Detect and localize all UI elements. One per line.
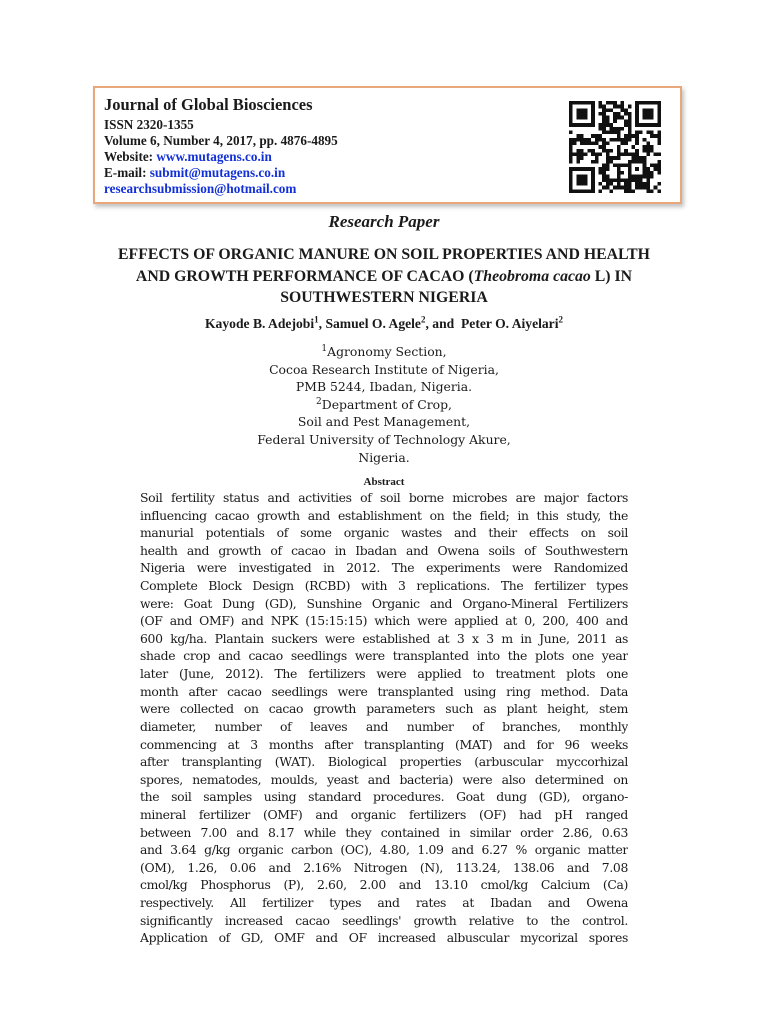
abstract-line: and 3.64 g/kg organic carbon (OC), 4.80, 1.09 and 6.27 % organic matter	[140, 842, 628, 858]
journal-email	[104, 165, 338, 181]
paper-type: Research Paper	[328, 212, 440, 231]
abstract-line: later (June, 2012). The fertilizers were applied to treatment plots one	[140, 666, 628, 682]
qr-code-icon	[569, 101, 661, 193]
species-name: Theobroma cacao	[473, 267, 591, 285]
abstract-line: influencing cacao growth and establishment on the field; in this study, the	[140, 507, 628, 523]
abstract-line: the soil samples using standard procedures. Goat dung (GD), organo-	[140, 789, 628, 805]
title-line-3: SOUTHWESTERN NIGERIA	[280, 289, 488, 306]
abstract-line: after transplanting (WAT). Biological properties (arbuscular myccorhizal	[140, 754, 628, 770]
paper-title	[100, 244, 668, 309]
title-line-1: EFFECTS OF ORGANIC MANURE ON SOIL PROPERTIES AND HEALTH	[118, 246, 650, 263]
title-line-2a: AND GROWTH PERFORMANCE OF CACAO (	[135, 267, 474, 285]
website-link[interactable]: www.mutagens.co.in	[156, 149, 272, 164]
affiliation-line: Soil and Pest Management,	[297, 414, 471, 430]
abstract-line: cmol/kg Phosphorus (P), 2.60, 2.00 and 13.10 cmol/kg Calcium (Ca)	[140, 877, 628, 893]
abstract-line: shade crop and cacao seedlings were transplanted into the plots one year	[140, 648, 628, 664]
author-list	[0, 314, 768, 334]
abstract-line: health and growth of cacao in Ibadan and Owena soils of Southwestern	[140, 542, 628, 558]
author-sep: ,	[318, 316, 326, 331]
journal-issn: ISSN 2320-1355	[104, 117, 194, 132]
abstract-line: Application of GD, OMF and OF increased albuscular mycorizal spores	[140, 930, 628, 946]
affiliation-line: Federal University of Technology Akure,	[257, 431, 511, 447]
title-line-2	[100, 266, 668, 288]
abstract-line: were: Goat Dung (GD), Sunshine Organic and Organo-Mineral Fertilizers	[140, 595, 628, 611]
affiliation-line	[0, 343, 768, 361]
author-affil-mark: 1	[314, 314, 319, 325]
abstract-line: (OM), 1.26, 0.06 and 2.16% Nitrogen (N), 113.24, 138.06 and 7.08	[140, 859, 628, 875]
journal-email-secondary[interactable]: researchsubmission@hotmail.com	[104, 181, 297, 196]
affiliations	[0, 343, 768, 466]
abstract-line: month after cacao seedlings were transplanted using ring method. Data	[140, 683, 628, 699]
author-affil-mark: 2	[420, 314, 426, 325]
journal-volume: Volume 6, Number 4, 2017, pp. 4876-4895	[104, 133, 338, 148]
abstract-line: manurial potentials of some organic wastes and their effects on soil	[140, 525, 628, 541]
journal-website	[104, 149, 338, 165]
abstract-heading: Abstract	[363, 476, 405, 488]
email-label: E-mail:	[104, 165, 150, 180]
abstract-line: mineral fertilizer (OMF) and organic fertilizers (OF) had pH ranged	[140, 806, 628, 822]
abstract-line: significantly increased cacao seedlings' growth relative to the control.	[140, 912, 628, 928]
affiliation-line: Cocoa Research Institute of Nigeria,	[269, 361, 499, 377]
abstract-line: 600 kg/ha. Plantain suckers were established at 3 x 3 m in June, 2011 as	[140, 630, 628, 646]
affiliation-text: Department of Crop,	[321, 396, 452, 412]
journal-title: Journal of Global Biosciences	[104, 95, 313, 114]
journal-header-box	[93, 86, 682, 204]
abstract-line: Complete Block Design (RCBD) with 3 replications. The fertilizer types	[140, 578, 628, 594]
affiliation-line: Nigeria.	[358, 449, 410, 465]
affil-mark: 1	[321, 343, 328, 354]
author-affil-mark: 2	[558, 314, 563, 325]
affil-mark: 2	[316, 396, 322, 407]
abstract-line: Soil fertility status and activities of soil borne microbes are major factors	[140, 490, 628, 505]
abstract-line: were collected on cacao growth parameters such as plant height, stem	[140, 701, 628, 717]
abstract-line: Nigeria were investigated in 2012. The experiments were Randomized	[140, 560, 628, 576]
author: Peter O. Aiyelari	[460, 316, 559, 331]
title-line-2c: L) IN	[590, 267, 633, 285]
author: Kayode B. Adejobi	[204, 316, 315, 331]
abstract-line: (OF and OMF) and NPK (15:15:15) which were applied at 0, 200, 400 and	[140, 613, 628, 629]
abstract-line: diameter, number of leaves and number of branches, monthly	[140, 718, 628, 734]
author-sep: , and	[425, 316, 461, 331]
affiliation-line: PMB 5244, Ibadan, Nigeria.	[295, 379, 473, 395]
abstract-line: between 7.00 and 8.17 while they contained in similar order 2.86, 0.63	[140, 824, 628, 840]
affiliation-line	[0, 396, 768, 414]
abstract-line: commencing at 3 months after transplanting (MAT) and for 96 weeks	[140, 736, 628, 752]
website-label: Website:	[104, 149, 157, 164]
author: Samuel O. Agele	[325, 316, 421, 331]
affiliation-text: Agronomy Section,	[327, 344, 447, 359]
journal-info	[104, 94, 338, 197]
abstract-line: respectively. All fertilizer types and rates at Ibadan and Owena	[140, 895, 628, 911]
abstract-line: spores, nematodes, moulds, yeast and bacteria) were also determined on	[140, 771, 628, 787]
abstract-body	[140, 489, 628, 947]
email-link[interactable]: submit@mutagens.co.in	[149, 165, 286, 180]
